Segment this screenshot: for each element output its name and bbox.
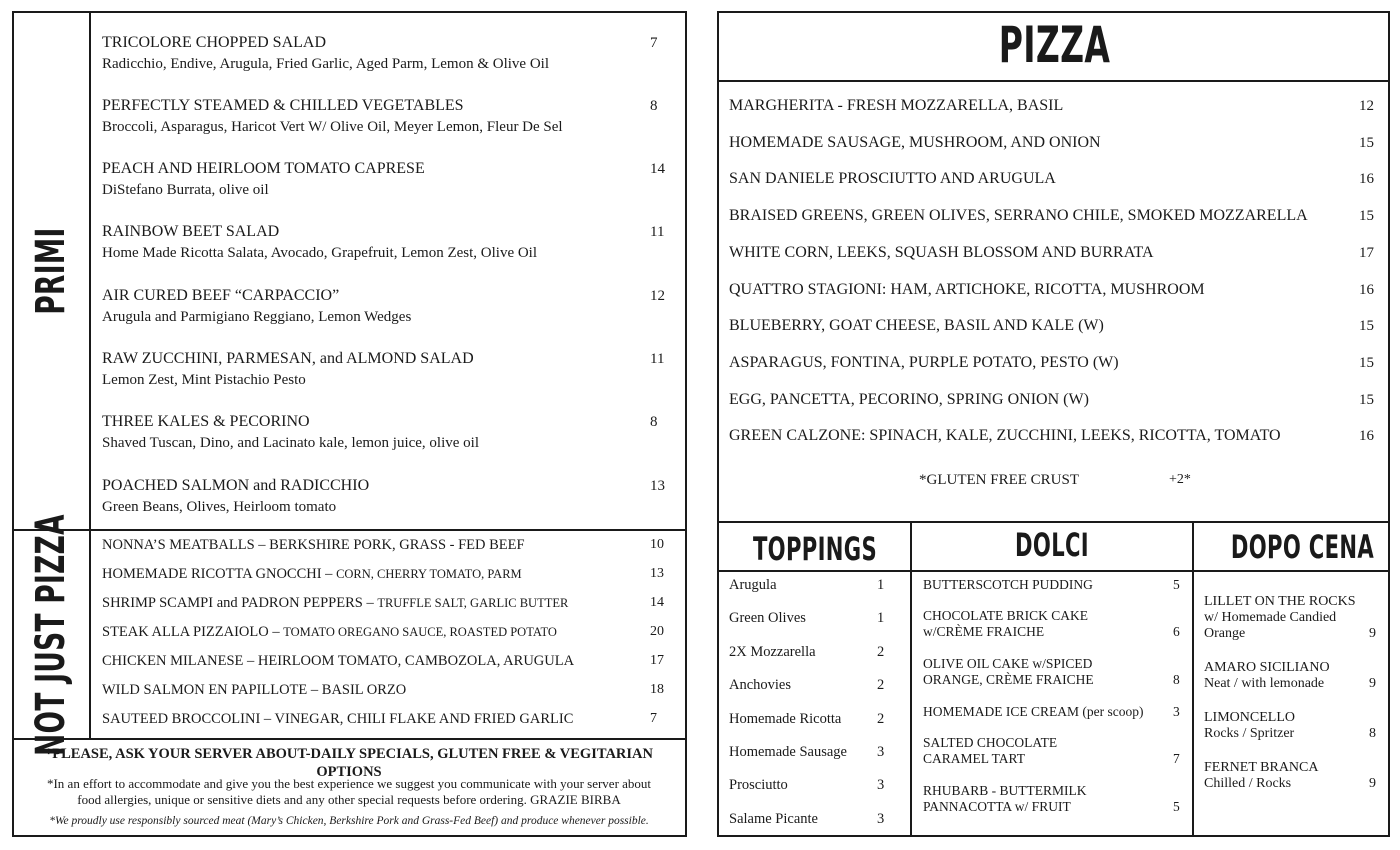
item-name: Arugula [729,577,777,593]
list-item [729,643,889,661]
primi-item [102,412,672,454]
item-name-continued: ORANGE, CRÈME FRAICHE [923,672,1094,687]
item-price: 5 [1173,577,1180,592]
list-item [102,593,672,613]
toppings-dolci-divider [910,521,912,837]
item-price: 8 [1173,672,1180,687]
item-price: 9 [1369,776,1376,791]
item-price: 3 [877,744,885,760]
item-price: 9 [1369,676,1376,691]
gluten-free-note [919,470,1191,490]
item-name: SAN DANIELE PROSCIUTTO AND ARUGULA [729,170,1056,188]
list-item [102,709,672,729]
item-price: 17 [650,653,664,668]
item-name: HOMEMADE ICE CREAM (per scoop) [923,704,1144,719]
item-price: 14 [650,161,665,177]
list-item [102,651,672,671]
item-detail: CORN, CHERRY TOMATO, PARM [336,567,522,581]
allergy-note-line-1: *In an effort to accommodate and give you the best experience we suggest you communicate with your server about [46,776,652,791]
item-price: 8 [1369,726,1376,741]
item-name: LIMONCELLO [1204,710,1295,725]
gluten-free-price: +2* [1169,472,1191,487]
item-name: NONNA’S MEATBALLS – BERKSHIRE PORK, GRASS - FED BEEF [102,537,525,553]
item-price: 2 [877,643,885,660]
list-item [729,242,1379,264]
item-name: RAINBOW BEET SALAD [102,223,280,240]
item-name: PEACH AND HEIRLOOM TOMATO CAPRESE [102,160,425,177]
dopo-cena-heading: DOPO CENA [1230,528,1375,566]
item-name: RAW ZUCCHINI, PARMESAN, and ALMOND SALAD [102,350,474,367]
list-item [729,676,889,694]
item-description: Green Beans, Olives, Heirloom tomato [102,499,337,515]
item-name: POACHED SALMON and RADICCHIO [102,477,370,494]
item-name: CHICKEN MILANESE – HEIRLOOM TOMATO, CAMBOZOLA, ARUGULA [102,653,575,669]
item-name: TRICOLORE CHOPPED SALAD [102,34,327,51]
item-name: STEAK ALLA PIZZAIOLO – [102,624,284,640]
list-item [729,609,889,627]
item-price: 15 [1359,318,1374,335]
item-price: 16 [1359,281,1374,298]
primi-item [102,286,672,328]
item-price: 20 [650,624,664,639]
item-name: PERFECTLY STEAMED & CHILLED VEGETABLES [102,97,464,114]
item-description: Radicchio, Endive, Arugula, Fried Garlic, Aged Parm, Lemon & Olive Oil [102,56,549,72]
primi-item [102,476,672,518]
list-item [1204,710,1384,742]
item-name: HOMEMADE RICOTTA GNOCCHI – [102,566,337,582]
item-price: 7 [1173,751,1180,766]
subsection-title-divider [717,570,1390,572]
list-item [729,168,1379,190]
item-name: WILD SALMON EN PAPILLOTE – BASIL ORZO [102,682,407,698]
item-price: 12 [1359,98,1374,114]
item-name: RHUBARB - BUTTERMILK [923,783,1087,798]
item-name-continued: w/CRÈME FRAICHE [923,624,1045,639]
list-item [923,608,1183,640]
list-item [729,810,889,828]
item-name-continued: CARAMEL TART [923,751,1025,766]
item-description: w/ Homemade Candied [1204,610,1337,625]
list-item [102,535,672,555]
list-item [729,95,1379,117]
item-description: Rocks / Spritzer [1204,726,1295,741]
list-item [923,783,1183,815]
item-name: AMARO SICILIANO [1204,660,1330,675]
item-name: Homemade Sausage [729,744,847,760]
item-name: OLIVE OIL CAKE w/SPICED [923,656,1093,671]
dolci-heading: DOLCI [1015,526,1089,564]
item-price: 11 [650,351,665,367]
item-name: SHRIMP SCAMPI and PADRON PEPPERS – [102,595,378,611]
item-description: Broccoli, Asparagus, Haricot Vert W/ Olive Oil, Meyer Lemon, Fleur De Sel [102,119,563,135]
item-price: 15 [1359,208,1374,225]
sourcing-note: *We proudly use responsibly sourced meat (Mary’s Chicken, Berkshire Pork and Grass-Fed Beef) and produce whenever possible. [49,815,649,827]
list-item [729,576,889,594]
item-price: 16 [1359,428,1374,445]
left-heading-divider [89,11,91,740]
item-name: AIR CURED BEEF “CARPACCIO” [102,287,340,304]
item-price: 9 [1369,626,1376,641]
list-item [923,735,1183,767]
primi-item [102,96,672,138]
item-name: HOMEMADE SAUSAGE, MUSHROOM, AND ONION [729,133,1101,151]
item-name: BRAISED GREENS, GREEN OLIVES, SERRANO CHILE, SMOKED MOZZARELLA [729,207,1308,225]
item-description: Chilled / Rocks [1204,776,1292,791]
list-item [729,132,1379,154]
item-description: Shaved Tuscan, Dino, and Lacinato kale, lemon juice, olive oil [102,435,480,451]
item-price: 2 [877,677,885,694]
item-price: 7 [650,711,657,726]
list-item [729,205,1379,227]
list-item [1204,660,1384,692]
item-name: Anchovies [729,677,792,694]
item-name: GREEN CALZONE: SPINACH, KALE, ZUCCHINI, LEEKS, RICOTTA, TOMATO [729,427,1281,445]
item-price: 3 [877,810,885,827]
item-price: 1 [877,577,885,593]
list-item [729,352,1379,374]
item-price: 11 [650,224,665,240]
item-description: DiStefano Burrata, olive oil [102,182,269,198]
item-price: 18 [650,682,664,697]
not-just-pizza-heading: NOT JUST PIZZA [28,513,75,756]
item-name: QUATTRO STAGIONI: HAM, ARTICHOKE, RICOTTA, MUSHROOM [729,280,1205,298]
item-name: THREE KALES & PECORINO [102,413,310,430]
item-description: Lemon Zest, Mint Pistachio Pesto [102,372,306,388]
list-item [729,776,889,794]
item-price: 2 [877,710,885,727]
item-name: 2X Mozzarella [729,643,816,660]
list-item [923,704,1183,720]
item-name: CHOCOLATE BRICK CAKE [923,608,1089,623]
primi-item [102,349,672,391]
item-name: Homemade Ricotta [729,710,842,727]
item-price: 17 [1359,244,1374,261]
item-name: SALTED CHOCOLATE [923,735,1058,750]
item-name: BUTTERSCOTCH PUDDING [923,577,1093,592]
item-price: 8 [650,414,658,430]
specials-note: *PLEASE, ASK YOUR SERVER ABOUT-DAILY SPECIALS, GLUTEN FREE & VEGITARIAN OPTIONS [45,746,653,780]
toppings-heading: TOPPINGS [752,530,877,568]
list-item [102,680,672,700]
item-name: EGG, PANCETTA, PECORINO, SPRING ONION (W) [729,390,1089,408]
item-price: 13 [650,566,664,581]
item-price: 3 [877,777,885,794]
item-name: MARGHERITA - FRESH MOZZARELLA, BASIL [729,97,1064,114]
pizza-heading: PIZZA [998,16,1110,74]
item-price: 3 [1173,704,1180,719]
list-item [729,710,889,728]
item-price: 12 [650,288,665,304]
item-detail: TOMATO OREGANO SAUCE, ROASTED POTATO [283,625,557,639]
list-item [729,743,889,761]
dolci-dopo-divider [1192,521,1194,837]
allergy-note-line-2: food allergies, unique or sensitive diets and any other special requests before ordering. GRAZIE BIRBA [77,792,621,807]
item-price: 5 [1173,799,1180,814]
list-item [923,577,1183,593]
primi-item [102,222,672,264]
list-item [102,564,672,584]
list-item [729,315,1379,337]
item-price: 10 [650,537,664,552]
primi-heading: PRIMI [28,227,75,315]
item-price: 13 [650,478,665,494]
list-item [729,279,1379,301]
item-name: Salame Picante [729,810,818,827]
list-item [923,656,1183,688]
primi-item [102,159,672,201]
item-name: Green Olives [729,610,806,627]
item-name: BLUEBERRY, GOAT CHEESE, BASIL AND KALE (W) [729,317,1104,335]
item-price: 7 [650,35,658,51]
item-price: 15 [1359,391,1374,408]
item-name: FERNET BRANCA [1204,760,1319,775]
item-description: Arugula and Parmigiano Reggiano, Lemon Wedges [102,309,412,325]
primi-bottom-divider [12,529,687,531]
list-item [729,389,1379,411]
item-price: 6 [1173,624,1180,639]
item-name: LILLET ON THE ROCKS [1204,594,1356,609]
item-price: 15 [1359,134,1374,151]
list-item [1204,594,1384,642]
item-price: 8 [650,98,658,114]
pizza-title-divider [717,80,1390,82]
list-item [1204,760,1384,792]
list-item [729,425,1379,447]
item-detail: TRUFFLE SALT, GARLIC BUTTER [377,596,569,610]
pizza-bottom-divider [717,521,1390,523]
list-item [102,622,672,642]
njp-bottom-divider [12,738,687,740]
item-name: SAUTEED BROCCOLINI – VINEGAR, CHILI FLAKE AND FRIED GARLIC [102,711,574,727]
item-price: 16 [1359,171,1374,188]
item-description: Orange [1204,626,1246,641]
item-description: Home Made Ricotta Salata, Avocado, Grapefruit, Lemon Zest, Olive Oil [102,245,538,261]
item-price: 14 [650,595,664,610]
primi-item [102,33,672,75]
item-price: 15 [1359,354,1374,371]
item-name: Prosciutto [729,777,788,794]
item-name-continued: PANNACOTTA w/ FRUIT [923,799,1071,814]
item-name: ASPARAGUS, FONTINA, PURPLE POTATO, PESTO (W) [729,353,1119,371]
gluten-free-label: *GLUTEN FREE CRUST [919,472,1080,488]
item-name: WHITE CORN, LEEKS, SQUASH BLOSSOM AND BURRATA [729,243,1154,261]
item-price: 1 [877,610,885,627]
item-description: Neat / with lemonade [1204,676,1325,691]
